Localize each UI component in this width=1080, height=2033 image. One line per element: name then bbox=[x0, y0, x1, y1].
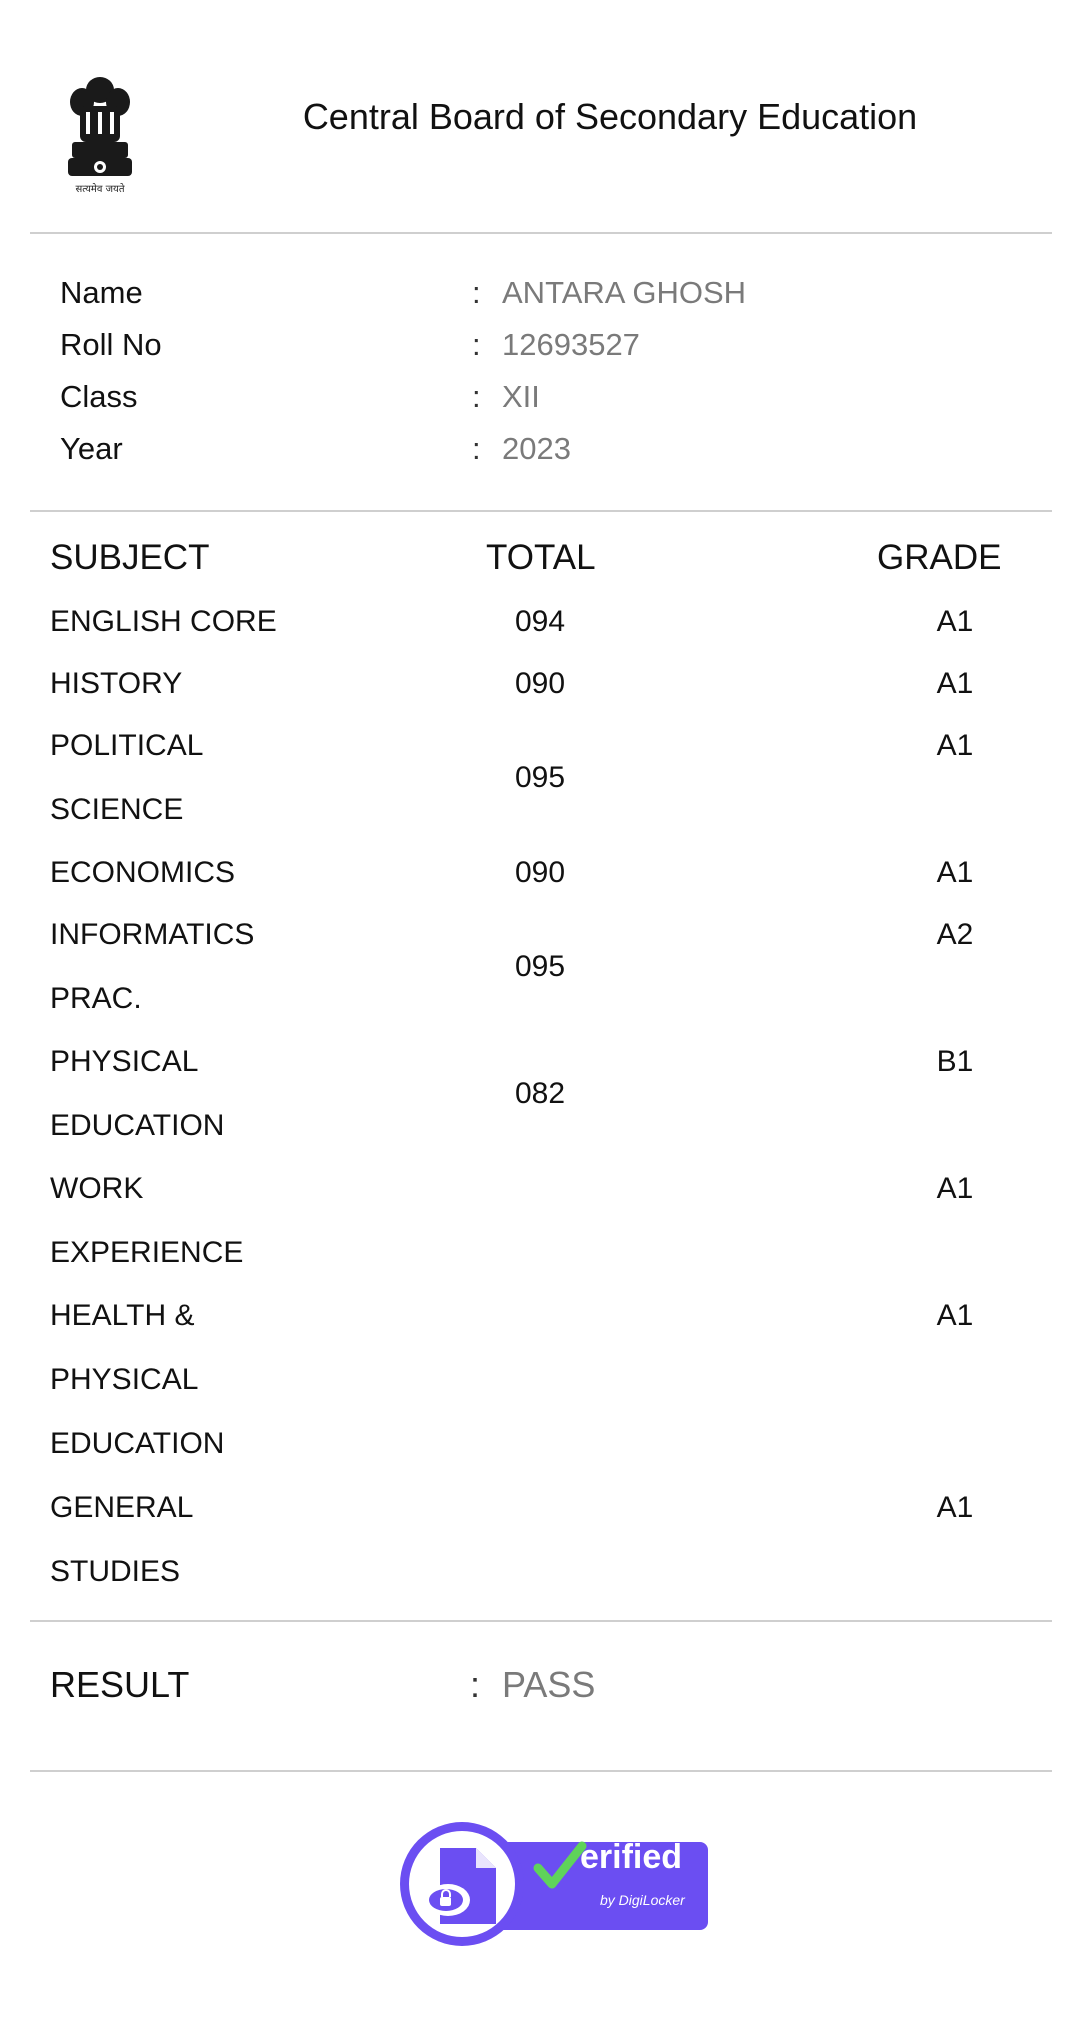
class-label: Class bbox=[60, 379, 138, 414]
digilocker-verified-badge bbox=[396, 1818, 708, 1950]
subject-grade: A1 bbox=[936, 1491, 974, 1524]
name-value: ANTARA GHOSH bbox=[502, 275, 747, 310]
subject-name-line2: PHYSICAL bbox=[50, 1363, 199, 1396]
year-value: 2023 bbox=[502, 431, 571, 466]
national-emblem-icon bbox=[58, 68, 142, 196]
roll-no-value: 12693527 bbox=[502, 327, 640, 362]
subject-name: POLITICAL bbox=[50, 729, 204, 762]
roll-no-row bbox=[60, 327, 1020, 379]
year-label: Year bbox=[60, 431, 123, 466]
subject-name-line3: EDUCATION bbox=[50, 1427, 225, 1460]
subject-total: 095 bbox=[514, 761, 566, 794]
subject-name: INFORMATICS bbox=[50, 918, 255, 951]
result-value: PASS bbox=[502, 1664, 596, 1705]
subject-name: WORK bbox=[50, 1172, 144, 1205]
subject-total: 094 bbox=[514, 605, 566, 638]
subject-name-line2: EDUCATION bbox=[50, 1109, 225, 1142]
subject-total: 090 bbox=[514, 856, 566, 889]
subject-name: HEALTH & bbox=[50, 1299, 195, 1332]
verified-text: erified bbox=[580, 1838, 683, 1876]
roll-no-label: Roll No bbox=[60, 327, 162, 362]
subject-grade: A1 bbox=[936, 667, 974, 700]
subject-name-line2: EXPERIENCE bbox=[50, 1236, 244, 1269]
divider bbox=[30, 1620, 1052, 1622]
subject-name: ENGLISH CORE bbox=[50, 605, 277, 638]
subject-header: SUBJECT bbox=[50, 538, 210, 577]
subject-name: ECONOMICS bbox=[50, 856, 236, 889]
subject-name-line2: STUDIES bbox=[50, 1555, 181, 1588]
board-title: Central Board of Secondary Education bbox=[302, 96, 918, 137]
subject-total: 090 bbox=[514, 667, 566, 700]
subject-grade: A1 bbox=[936, 1172, 974, 1205]
divider bbox=[30, 232, 1052, 234]
digilocker-label: by DigiLocker bbox=[600, 1892, 685, 1908]
separator: : bbox=[472, 275, 481, 310]
separator: : bbox=[472, 431, 481, 466]
subject-name: GENERAL bbox=[50, 1491, 194, 1524]
subject-name-line2: SCIENCE bbox=[50, 793, 184, 826]
subject-total: 095 bbox=[514, 950, 566, 983]
result-label: RESULT bbox=[50, 1664, 190, 1705]
year-row bbox=[60, 431, 1020, 483]
subject-grade: A1 bbox=[936, 856, 974, 889]
subject-name-line2: PRAC. bbox=[50, 982, 142, 1015]
separator: : bbox=[470, 1664, 481, 1705]
emblem-motto: सत्यमेव जयते bbox=[75, 184, 125, 195]
subject-name: HISTORY bbox=[50, 667, 183, 700]
name-row bbox=[60, 275, 1020, 327]
separator: : bbox=[472, 379, 481, 414]
subject-name: PHYSICAL bbox=[50, 1045, 199, 1078]
class-value: XII bbox=[502, 379, 540, 414]
total-header: TOTAL bbox=[486, 538, 596, 577]
class-row bbox=[60, 379, 1020, 431]
subject-grade: A1 bbox=[936, 1299, 974, 1332]
subject-total: 082 bbox=[514, 1077, 566, 1110]
subject-grade: A2 bbox=[936, 918, 974, 951]
divider bbox=[30, 1770, 1052, 1772]
name-label: Name bbox=[60, 275, 143, 310]
subject-grade: A1 bbox=[936, 729, 974, 762]
grade-header: GRADE bbox=[877, 538, 1002, 577]
divider bbox=[30, 510, 1052, 512]
subject-grade: B1 bbox=[936, 1045, 974, 1078]
header bbox=[0, 0, 1080, 232]
subject-grade: A1 bbox=[936, 605, 974, 638]
separator: : bbox=[472, 327, 481, 362]
